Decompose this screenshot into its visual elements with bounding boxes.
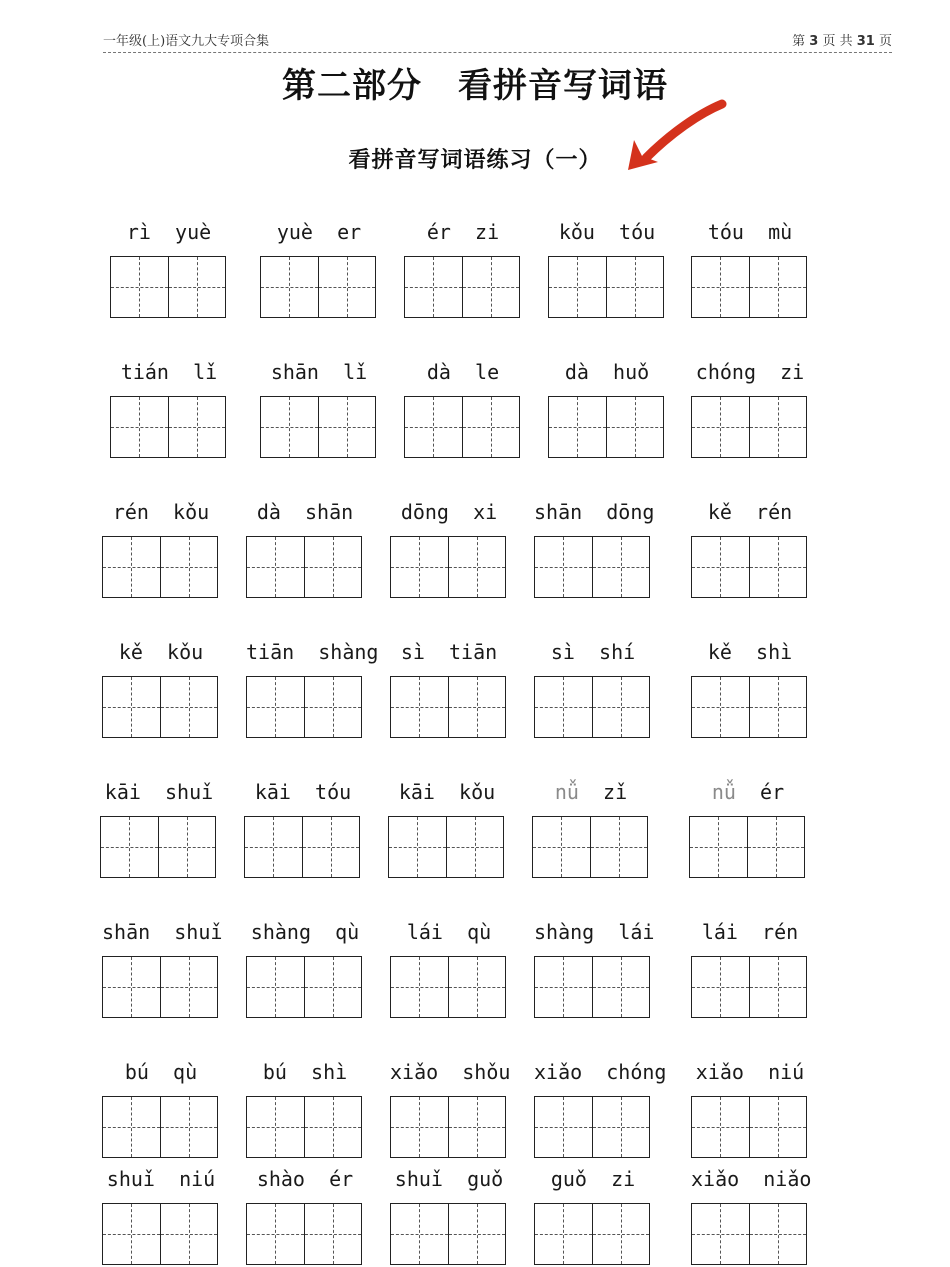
tianzige-cell[interactable]	[749, 397, 807, 457]
word-item	[534, 638, 652, 738]
tianzige-cell[interactable]	[247, 537, 304, 597]
tianzige-cell[interactable]	[247, 1204, 304, 1264]
writing-grid[interactable]	[246, 536, 362, 598]
tianzige-cell[interactable]	[158, 817, 216, 877]
word-item	[691, 1058, 809, 1158]
pinyin-label	[691, 918, 809, 946]
pinyin-label	[534, 498, 655, 526]
pinyin-syllable: qù	[335, 920, 360, 944]
title-part: 第二部分	[282, 66, 422, 106]
tianzige-cell[interactable]	[391, 957, 448, 1017]
writing-grid[interactable]	[548, 256, 664, 318]
pinyin-label	[102, 1058, 220, 1086]
pinyin-syllable: kāi	[254, 780, 291, 804]
pinyin-syllable: shuǐ	[394, 1167, 443, 1191]
pinyin-label	[390, 918, 508, 946]
pinyin-syllable: ér	[760, 780, 785, 804]
tianzige-cell[interactable]	[749, 957, 807, 1017]
writing-grid[interactable]	[390, 676, 506, 738]
tianzige-cell[interactable]	[749, 677, 807, 737]
tianzige-cell[interactable]	[549, 257, 606, 317]
tianzige-cell[interactable]	[592, 957, 650, 1017]
pinyin-syllable: qù	[467, 920, 492, 944]
pinyin-label	[246, 498, 364, 526]
writing-grid[interactable]	[102, 1203, 218, 1265]
word-item	[102, 638, 220, 738]
writing-grid[interactable]	[534, 536, 650, 598]
pinyin-label	[102, 498, 220, 526]
writing-grid[interactable]	[246, 1096, 362, 1158]
pinyin-label	[102, 1165, 220, 1193]
tianzige-cell[interactable]	[592, 537, 650, 597]
pinyin-label	[548, 218, 666, 246]
word-item	[390, 498, 508, 598]
pinyin-syllable: niú	[179, 1167, 216, 1191]
word-item	[246, 638, 379, 738]
pinyin-label	[110, 218, 228, 246]
tianzige-cell[interactable]	[448, 1097, 506, 1157]
pinyin-syllable: kě	[118, 640, 143, 664]
pinyin-syllable: lǐ	[343, 360, 368, 384]
tianzige-cell[interactable]	[692, 537, 749, 597]
tianzige-cell[interactable]	[261, 397, 318, 457]
writing-grid[interactable]	[534, 1203, 650, 1265]
word-item	[534, 918, 655, 1018]
tianzige-cell[interactable]	[592, 1204, 650, 1264]
pinyin-syllable: bú	[262, 1060, 287, 1084]
pinyin-syllable: dōng	[606, 500, 655, 524]
writing-grid[interactable]	[691, 536, 807, 598]
tianzige-cell[interactable]	[160, 537, 218, 597]
writing-grid[interactable]	[691, 1203, 807, 1265]
tianzige-cell[interactable]	[749, 1204, 807, 1264]
tianzige-cell[interactable]	[533, 817, 590, 877]
tianzige-cell[interactable]	[462, 397, 520, 457]
tianzige-cell[interactable]	[391, 677, 448, 737]
tianzige-cell[interactable]	[103, 677, 160, 737]
tianzige-cell[interactable]	[462, 257, 520, 317]
pinyin-syllable: shì	[311, 1060, 348, 1084]
writing-grid[interactable]	[246, 676, 362, 738]
pinyin-syllable: rén	[756, 500, 793, 524]
word-item	[534, 498, 655, 598]
writing-grid[interactable]	[534, 1096, 650, 1158]
tianzige-cell[interactable]	[318, 257, 376, 317]
tianzige-cell[interactable]	[302, 817, 360, 877]
word-item	[534, 1058, 667, 1158]
pinyin-syllable: nǚ	[711, 780, 736, 804]
tianzige-cell[interactable]	[318, 397, 376, 457]
tianzige-cell[interactable]	[304, 957, 362, 1017]
word-item	[691, 218, 809, 318]
writing-grid[interactable]	[390, 1203, 506, 1265]
tianzige-cell[interactable]	[111, 397, 168, 457]
word-item	[390, 638, 508, 738]
pinyin-syllable: yuè	[276, 220, 313, 244]
word-item	[532, 778, 650, 878]
word-item	[548, 358, 666, 458]
word-item	[404, 218, 522, 318]
word-item	[691, 918, 809, 1018]
pinyin-syllable: rén	[762, 920, 799, 944]
tianzige-cell[interactable]	[692, 1204, 749, 1264]
pinyin-syllable: zi	[780, 360, 805, 384]
word-item	[388, 778, 506, 878]
tianzige-cell[interactable]	[168, 397, 226, 457]
pinyin-label	[246, 638, 379, 666]
pinyin-label	[691, 498, 809, 526]
pinyin-syllable: tiān	[449, 640, 498, 664]
pinyin-syllable: lái	[406, 920, 443, 944]
tianzige-cell[interactable]	[391, 537, 448, 597]
tianzige-cell[interactable]	[103, 1097, 160, 1157]
writing-grid[interactable]	[260, 396, 376, 458]
word-item	[691, 1165, 812, 1265]
tianzige-cell[interactable]	[160, 1097, 218, 1157]
writing-grid[interactable]	[691, 1096, 807, 1158]
writing-grid[interactable]	[100, 816, 216, 878]
pinyin-syllable: bú	[124, 1060, 149, 1084]
writing-grid[interactable]	[102, 676, 218, 738]
writing-grid[interactable]	[102, 1096, 218, 1158]
writing-grid[interactable]	[244, 816, 360, 878]
tianzige-cell[interactable]	[535, 537, 592, 597]
pinyin-syllable: dōng	[400, 500, 449, 524]
pinyin-label	[404, 358, 522, 386]
writing-grid[interactable]	[102, 956, 218, 1018]
pinyin-label	[246, 918, 364, 946]
tianzige-cell[interactable]	[111, 257, 168, 317]
pinyin-syllable: lǐ	[193, 360, 218, 384]
pinyin-label	[390, 1165, 508, 1193]
pinyin-syllable: zi	[611, 1167, 636, 1191]
pinyin-syllable: tiān	[246, 640, 295, 664]
word-item	[246, 918, 364, 1018]
writing-grid[interactable]	[260, 256, 376, 318]
pinyin-syllable: guǒ	[550, 1167, 587, 1191]
writing-grid[interactable]	[246, 956, 362, 1018]
tianzige-cell[interactable]	[101, 817, 158, 877]
word-item	[260, 218, 378, 318]
tianzige-cell[interactable]	[690, 817, 747, 877]
pinyin-syllable: tián	[120, 360, 169, 384]
pinyin-syllable: xi	[473, 500, 498, 524]
word-item	[102, 498, 220, 598]
pinyin-label	[388, 778, 506, 806]
tianzige-cell[interactable]	[168, 257, 226, 317]
pinyin-syllable: shuǐ	[106, 1167, 155, 1191]
pinyin-syllable: zi	[475, 220, 500, 244]
pinyin-label	[691, 218, 809, 246]
pinyin-syllable: chóng	[695, 360, 757, 384]
writing-grid[interactable]	[246, 1203, 362, 1265]
pinyin-syllable: shǒu	[462, 1060, 511, 1084]
tianzige-cell[interactable]	[391, 1097, 448, 1157]
pinyin-syllable: shān	[102, 920, 151, 944]
tianzige-cell[interactable]	[247, 677, 304, 737]
pinyin-label	[390, 498, 508, 526]
tianzige-cell[interactable]	[749, 257, 807, 317]
writing-grid[interactable]	[691, 396, 807, 458]
tianzige-cell[interactable]	[304, 1204, 362, 1264]
pinyin-syllable: shuǐ	[165, 780, 214, 804]
word-item	[102, 918, 223, 1018]
writing-grid[interactable]	[691, 956, 807, 1018]
writing-grid[interactable]	[691, 676, 807, 738]
pinyin-syllable: nǚ	[554, 780, 579, 804]
word-item	[691, 498, 809, 598]
word-item	[110, 358, 228, 458]
pinyin-syllable: kǒu	[167, 640, 204, 664]
tianzige-cell[interactable]	[749, 1097, 807, 1157]
pinyin-syllable: dà	[426, 360, 451, 384]
pinyin-label	[534, 918, 655, 946]
pinyin-syllable: zǐ	[603, 780, 628, 804]
pinyin-label	[691, 1058, 809, 1086]
tianzige-cell[interactable]	[535, 1204, 592, 1264]
pinyin-syllable: kāi	[398, 780, 435, 804]
pinyin-syllable: xiǎo	[695, 1060, 744, 1084]
pinyin-syllable: yuè	[175, 220, 212, 244]
pinyin-syllable: shān	[534, 500, 583, 524]
pinyin-label	[100, 778, 218, 806]
pinyin-label	[691, 358, 809, 386]
pinyin-label	[390, 1058, 511, 1086]
word-item	[534, 1165, 652, 1265]
pinyin-syllable: shān	[270, 360, 319, 384]
tianzige-cell[interactable]	[535, 677, 592, 737]
pinyin-label	[532, 778, 650, 806]
pinyin-label	[691, 1165, 812, 1193]
tianzige-cell[interactable]	[304, 1097, 362, 1157]
tianzige-cell[interactable]	[304, 677, 362, 737]
pinyin-syllable: sì	[550, 640, 575, 664]
word-item	[691, 358, 809, 458]
pinyin-label	[534, 1058, 667, 1086]
tianzige-cell[interactable]	[247, 957, 304, 1017]
word-item	[548, 218, 666, 318]
pinyin-syllable: lái	[701, 920, 738, 944]
pinyin-syllable: mù	[768, 220, 793, 244]
pinyin-syllable: shān	[305, 500, 354, 524]
tianzige-cell[interactable]	[245, 817, 302, 877]
tianzige-cell[interactable]	[448, 1204, 506, 1264]
word-item	[246, 1165, 364, 1265]
tianzige-cell[interactable]	[160, 1204, 218, 1264]
writing-grid[interactable]	[691, 256, 807, 318]
pinyin-syllable: kǒu	[173, 500, 210, 524]
header-page-number: 第 3 页 共 31 页	[792, 34, 892, 49]
pinyin-syllable: rén	[112, 500, 149, 524]
tianzige-cell[interactable]	[590, 817, 648, 877]
tianzige-cell[interactable]	[692, 957, 749, 1017]
pinyin-label	[102, 918, 223, 946]
word-item	[110, 218, 228, 318]
tianzige-cell[interactable]	[606, 397, 664, 457]
tianzige-cell[interactable]	[261, 257, 318, 317]
word-item	[100, 778, 218, 878]
pinyin-syllable: tóu	[707, 220, 744, 244]
tianzige-cell[interactable]	[103, 1204, 160, 1264]
tianzige-cell[interactable]	[749, 537, 807, 597]
tianzige-cell[interactable]	[592, 1097, 650, 1157]
word-item	[246, 1058, 364, 1158]
pinyin-label	[110, 358, 228, 386]
word-item	[246, 498, 364, 598]
tianzige-cell[interactable]	[606, 257, 664, 317]
writing-grid[interactable]	[390, 536, 506, 598]
writing-grid[interactable]	[390, 956, 506, 1018]
pinyin-syllable: kě	[707, 500, 732, 524]
pinyin-syllable: shào	[256, 1167, 305, 1191]
header-collection-title: 一年级(上)语文九大专项合集	[103, 34, 270, 49]
pinyin-syllable: kāi	[104, 780, 141, 804]
writing-grid[interactable]	[110, 396, 226, 458]
word-item	[102, 1165, 220, 1265]
pinyin-label	[689, 778, 807, 806]
page-title	[0, 58, 950, 107]
tianzige-cell[interactable]	[448, 537, 506, 597]
writing-grid[interactable]	[689, 816, 805, 878]
pinyin-syllable: sì	[400, 640, 425, 664]
pinyin-syllable: kǒu	[459, 780, 496, 804]
writing-grid[interactable]	[110, 256, 226, 318]
writing-grid[interactable]	[390, 1096, 506, 1158]
pinyin-label	[404, 218, 522, 246]
writing-grid[interactable]	[388, 816, 504, 878]
exercise-subtitle: 看拼音写词语练习（一）	[348, 147, 602, 173]
pinyin-label	[246, 1058, 364, 1086]
pinyin-syllable: tóu	[619, 220, 656, 244]
word-item	[691, 638, 809, 738]
tianzige-cell[interactable]	[391, 1204, 448, 1264]
pinyin-syllable: shì	[756, 640, 793, 664]
writing-grid[interactable]	[404, 396, 520, 458]
tianzige-cell[interactable]	[247, 1097, 304, 1157]
word-item	[260, 358, 378, 458]
tianzige-cell[interactable]	[549, 397, 606, 457]
pinyin-syllable: xiǎo	[390, 1060, 439, 1084]
pinyin-syllable: shí	[599, 640, 636, 664]
pinyin-syllable: chóng	[606, 1060, 667, 1084]
pinyin-label	[102, 638, 220, 666]
tianzige-cell[interactable]	[304, 537, 362, 597]
tianzige-cell[interactable]	[535, 1097, 592, 1157]
pinyin-syllable: huǒ	[613, 360, 650, 384]
writing-grid[interactable]	[102, 536, 218, 598]
tianzige-cell[interactable]	[448, 677, 506, 737]
pinyin-label	[548, 358, 666, 386]
pinyin-label	[691, 638, 809, 666]
word-item	[390, 1165, 508, 1265]
pinyin-syllable: guǒ	[467, 1167, 504, 1191]
pinyin-syllable: ér	[329, 1167, 354, 1191]
pinyin-syllable: shuǐ	[174, 920, 223, 944]
word-item	[244, 778, 362, 878]
word-item	[102, 1058, 220, 1158]
tianzige-cell[interactable]	[692, 1097, 749, 1157]
writing-grid[interactable]	[534, 676, 650, 738]
pinyin-label	[246, 1165, 364, 1193]
page-header	[103, 30, 892, 53]
tianzige-cell[interactable]	[592, 677, 650, 737]
pinyin-label	[244, 778, 362, 806]
pinyin-syllable: shàng	[250, 920, 312, 944]
tianzige-cell[interactable]	[160, 957, 218, 1017]
tianzige-cell[interactable]	[103, 957, 160, 1017]
tianzige-cell[interactable]	[448, 957, 506, 1017]
pinyin-label	[534, 638, 652, 666]
pinyin-syllable: lái	[618, 920, 655, 944]
tianzige-cell[interactable]	[389, 817, 446, 877]
pinyin-syllable: kě	[707, 640, 732, 664]
pinyin-syllable: kǒu	[558, 220, 595, 244]
tianzige-cell[interactable]	[446, 817, 504, 877]
tianzige-cell[interactable]	[692, 397, 749, 457]
pinyin-syllable: niú	[768, 1060, 805, 1084]
writing-grid[interactable]	[532, 816, 648, 878]
pinyin-syllable: rì	[126, 220, 151, 244]
pinyin-syllable: qù	[173, 1060, 198, 1084]
pinyin-syllable: dà	[564, 360, 589, 384]
tianzige-cell[interactable]	[692, 257, 749, 317]
writing-grid[interactable]	[534, 956, 650, 1018]
pinyin-syllable: ér	[426, 220, 451, 244]
tianzige-cell[interactable]	[160, 677, 218, 737]
tianzige-cell[interactable]	[103, 537, 160, 597]
pinyin-syllable: shàng	[318, 640, 379, 664]
word-item	[390, 1058, 511, 1158]
writing-grid[interactable]	[548, 396, 664, 458]
tianzige-cell[interactable]	[405, 397, 462, 457]
writing-grid[interactable]	[404, 256, 520, 318]
tianzige-cell[interactable]	[405, 257, 462, 317]
title-name: 看拼音写词语	[458, 66, 668, 106]
pinyin-label	[260, 358, 378, 386]
word-item	[404, 358, 522, 458]
arrow-icon	[612, 96, 732, 178]
pinyin-syllable: le	[475, 360, 500, 384]
word-item	[689, 778, 807, 878]
pinyin-syllable: shàng	[534, 920, 595, 944]
tianzige-cell[interactable]	[692, 677, 749, 737]
tianzige-cell[interactable]	[747, 817, 805, 877]
pinyin-label	[260, 218, 378, 246]
tianzige-cell[interactable]	[535, 957, 592, 1017]
pinyin-syllable: xiǎo	[534, 1060, 583, 1084]
pinyin-syllable: xiǎo	[691, 1167, 740, 1191]
pinyin-syllable: er	[337, 220, 362, 244]
pinyin-label	[390, 638, 508, 666]
word-item	[390, 918, 508, 1018]
pinyin-label	[534, 1165, 652, 1193]
pinyin-syllable: niǎo	[763, 1167, 812, 1191]
pinyin-syllable: tóu	[315, 780, 352, 804]
pinyin-syllable: dà	[256, 500, 281, 524]
